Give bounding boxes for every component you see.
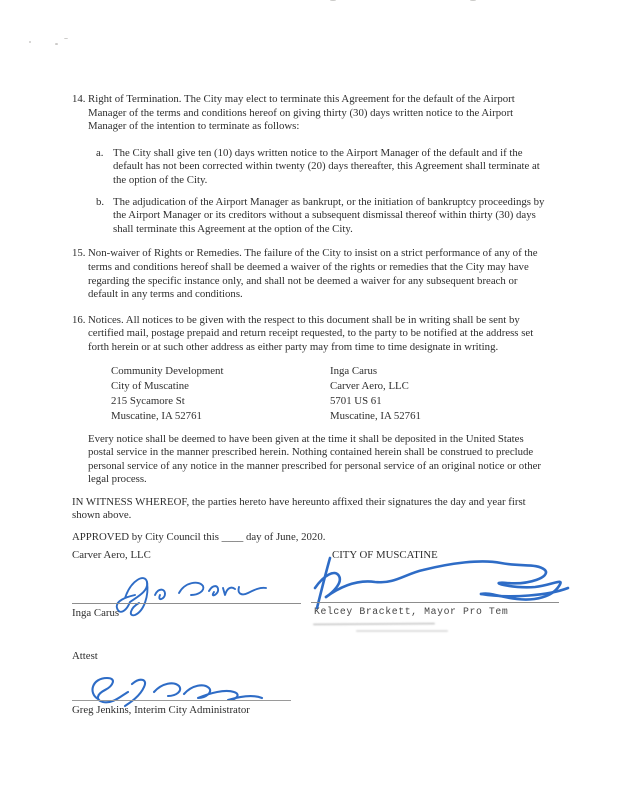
address-line: Community Development — [111, 364, 224, 377]
left-signature-line — [72, 603, 301, 604]
attest-signature-line — [72, 700, 291, 701]
subclause-marker: a. — [96, 146, 104, 159]
clause-text: Right of Termination. The City may elect to terminate this Agreement for the default of the Airport Manager of the terms and conditions hereof on giving thirty (30) days written notice to the Airport Manager of the intention to terminate as follows: — [88, 93, 515, 133]
subclause-marker: b. — [96, 195, 105, 208]
clause-text: Notices. All notices to be given with the respect to this document shall be in writing shall be sent by certified mail, postage prepaid and return receipt requested, to the party to be notified at the address set forth herein or at such other address as either party may from time to time designate in writing. — [88, 313, 534, 353]
attest-label: Attest — [72, 650, 98, 662]
clause-number: 16. — [72, 313, 86, 326]
scan-artifact — [356, 630, 448, 632]
paragraph-witness: IN WITNESS WHEREOF, the parties hereto have hereunto affixed their signatures the day and year first shown above. — [72, 495, 526, 522]
right-signature-line — [311, 602, 559, 603]
left-signer-label: Inga Carus — [72, 607, 120, 619]
address-line: 5701 US 61 — [330, 394, 382, 407]
attest-signer-label: Greg Jenkins, Interim City Administrator — [72, 704, 250, 716]
address-line: 215 Sycamore St — [111, 394, 185, 407]
clause-number: 14. — [72, 93, 86, 105]
subclause-text: The City shall give ten (10) days written notice to the Airport Manager of the default and if the default has not been corrected within twenty (20) days thereafter, this Agreement shall terminate at the option of the City. — [113, 146, 540, 186]
address-line: Muscatine, IA 52761 — [111, 409, 202, 422]
clause-number: 15. — [72, 247, 86, 260]
inga-carus-signature — [95, 566, 275, 618]
address-line: Inga Carus — [330, 364, 378, 377]
left-party-name: Carver Aero, LLC — [72, 549, 151, 561]
subclause-text: The adjudication of the Airport Manager as bankrupt, or the initiation of bankruptcy proceedings by the Airport Manager or its creditors without a subsequent dismissal thereof within thirty (30) days shall terminate this Agreement at the option of the City. — [113, 195, 545, 235]
address-line: Muscatine, IA 52761 — [330, 409, 421, 422]
paragraph-every-notice: Every notice shall be deemed to have been given at the time it shall be deposited in the United States postal service in the manner prescribed herein. Nothing contained herein shall be construed to preclude personal service of any notice in the manner prescribed for personal service of an original notice or other legal process. — [88, 432, 541, 486]
right-signer-label: Kelcey Brackett, Mayor Pro Tem — [314, 606, 509, 617]
paragraph-approved: APPROVED by City Council this ____ day of June, 2020. — [72, 531, 326, 544]
address-line: City of Muscatine — [111, 379, 189, 392]
address-line: Carver Aero, LLC — [330, 379, 409, 392]
kelcey-brackett-signature — [300, 554, 572, 612]
right-party-name: CITY OF MUSCATINE — [332, 549, 438, 561]
clause-text: Non-waiver of Rights or Remedies. The failure of the City to insist on a strict performance of any of the terms and conditions hereof shall be deemed a waiver of the rights or remedies that the City may have regarding the specific instance only, and shall not be deemed a waiver for any subsequent breach or default in any terms and conditions. — [88, 247, 538, 301]
scan-artifact — [313, 623, 435, 626]
